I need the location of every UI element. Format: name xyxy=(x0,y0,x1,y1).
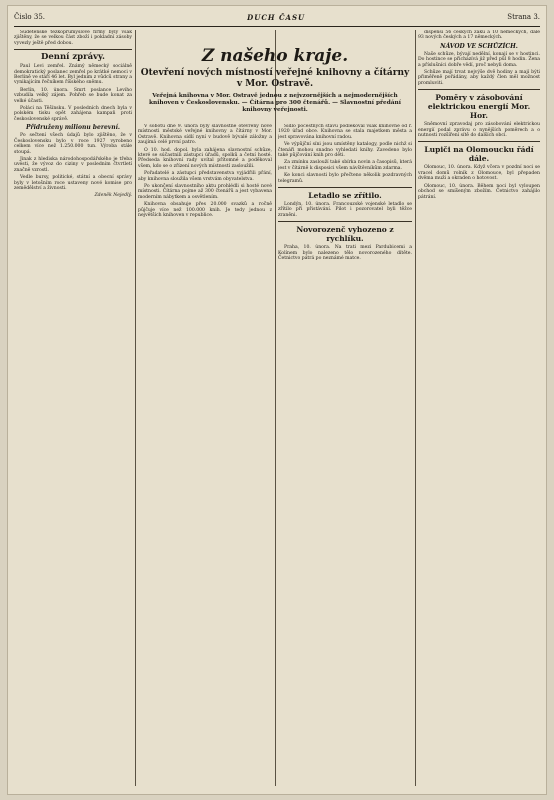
page-number: Strana 3. xyxy=(507,13,540,21)
column-rule xyxy=(275,30,276,786)
divider xyxy=(418,141,540,142)
paragraph: dispensi 56 českých žáků a 10 německých, dále 93 nových českých a 17 německých. xyxy=(418,30,540,41)
column-rule xyxy=(135,30,136,786)
paragraph: Olomouc, 10. února. Během noci byl vyloupen obchod se smíšeným zbožím. Četnictvo zahájilo pátrání. xyxy=(418,183,540,200)
paragraph: Londýn, 10. února. Francouzské vojenské letadlo se zřítilo při přistávání. Pilot i pozorovatel byli těžce zraněni. xyxy=(278,202,412,218)
paragraph: Poláci na Těšínsku. V posledních dnech byla v polském tisku opět zahájena kampaň proti československé správě. xyxy=(14,106,132,122)
paragraph: Praha, 10. února. Na trati mezi Pardubicemi a Kolínem bylo nalezeno tělo novorozeného dítěte. Četnictvo pátrá po neznámé matce. xyxy=(278,245,412,262)
masthead: DUCH ČASU xyxy=(247,12,306,22)
column-3 xyxy=(278,124,412,786)
section-title: NÁVOD VE SCHŮZÍCH. xyxy=(440,42,518,50)
paragraph: Naše schůze, bývají nedělní, konají se v hostinci. Do hostince se přicházívá již před půl 8 hodin. Žena a příslušníci dobře vědí, proč nebyli doma. xyxy=(418,51,540,68)
column-rule xyxy=(415,30,416,786)
paragraph: Sněmovní zpravodaj pro zásobování elektrickou energií podal zprávu o nynějších poměrech a o nutnosti rozšíření sítě do dalších obcí. xyxy=(418,122,540,139)
divider xyxy=(278,221,412,222)
paragraph: Jinak z hlediska národohospodářského je třeba uvésti, že vývoz do ciziny v posledním čtvrtletí značně vzrostl. xyxy=(14,156,132,173)
issue-number: Čislo 35. xyxy=(14,13,45,21)
paragraph: Knihovna obsahuje přes 20.000 svazků a ročně půjčuje více než 100.000 knih. Je tedy jednou z největších knihoven v republice. xyxy=(138,202,272,219)
paragraph: Po sečtení všech údajů bylo zjištěno, že v Československu bylo v roce 1927 vyrobeno celkem více než 1.250.000 tun. Výroba stále stoupá. xyxy=(14,133,132,155)
paragraph: Ke konci slavnosti bylo přečteno několik pozdravných telegramů. xyxy=(278,173,412,184)
lead-subheadline: Otevření nových místností veřejné knihovny a čítárny v Mor. Ostravě. xyxy=(140,68,410,89)
paragraph: Berlín, 10. února. Smrt poslance Leviho vzbudila velký zájem. Pohřeb se bude konat za velké účasti. xyxy=(14,87,132,104)
paragraph: Sídlo počestných stavů podlékoval však knihovně od r. 1920 úřad obce. Knihovna se stala majetkem města a jest spravována knihovní radou. xyxy=(278,124,412,140)
paragraph: Vedle bursy, politické, státní a obecní správy byly v letošním roce ustaveny nové komise pro zemědělství a živnosti. xyxy=(14,175,132,191)
paragraph: O 10. hod. dopol. byla zahájena slavnostní schůze, které se súčastnili zástupci úřadů, spolků a četní hosté. Předseda knihovní rady uvítal přítomné a poděkoval všem, kdo se o zřízení nových místností zasloužili. xyxy=(138,147,272,169)
lead-headline: Z našeho kraje. xyxy=(201,46,349,66)
section-title: Lupiči na Olomoucku řádí dále. xyxy=(424,145,534,164)
divider xyxy=(278,187,412,188)
newspaper-page xyxy=(8,6,546,794)
paragraph: Po ukončení slavnostního aktu prohlédli si hosté nové místnosti. Čítárna pojme až 300 čtenářů a jest vybavena moderním nábytkem a osvětlením. xyxy=(138,184,272,200)
paragraph: V sobotu dne 9. února byly slavnostně otevřeny nové místnosti městské veřejné knihovny a čítárny v Mor. Ostravě. Knihovna sídlí nyní v budově bývalé záložny a zaujímá celé první patro. xyxy=(138,124,272,146)
section-title: Denní zprávy. xyxy=(41,52,105,63)
column-2 xyxy=(138,124,272,786)
column-4 xyxy=(418,30,540,786)
paragraph: Olomouc, 10. února. Když včera v pozdní noci se vracel domů rolník z Olomouce, byl přepaden dvěma muži a okraden o hotovost. xyxy=(418,165,540,182)
column-1 xyxy=(14,30,132,786)
divider xyxy=(418,89,540,90)
paragraph: Pořadatelé a zástupci představenstva vyjádřili přání, aby knihovna sloužila všem vrstvám obyvatelstva. xyxy=(138,171,272,182)
page-header xyxy=(14,10,540,27)
paragraph: Paul Levi zemřel. Známý německý sociálně demokratický poslanec zemřel po krátké nemoci v Berlíně ve stáří 46 let. Byl jedním z vůdců strany a vynikajícím řečníkem říšského sněmu. xyxy=(14,64,132,86)
author-signature: Zdeněk Nejedlý. xyxy=(94,193,132,199)
section-title: Novorozenč vyhozeno z rychlíku. xyxy=(296,225,394,244)
divider xyxy=(14,49,132,50)
lead-deck: Veřejná knihovna v Mor. Ostravě jednou z nejvzornějších a nejmodernějších knihoven v Československu. — Čítárna pro 300 čtenářů. — Slavnostní předání knihovny veřejnosti. xyxy=(149,93,401,113)
paragraph: Schůze mají trvat nejvýše dvě hodiny a mají býti přiměřeně pořádány, aby každý člen měl možnost promluviti. xyxy=(418,70,540,86)
section-title: Letadlo se zřítilo. xyxy=(308,191,382,201)
section-title: Poměry v zásobování elektrickou energií Mor. Hor. xyxy=(427,93,531,121)
section-title: Přidruženy milionu berevní. xyxy=(25,124,121,132)
lead-headline-block xyxy=(138,46,412,117)
paragraph: Za zmínku zaslouží také sbírka novin a časopisů, která jest v čítárně k disposici všem návštěvníkům zdarma. xyxy=(278,160,412,171)
paragraph: Ve výpůjční síni jsou umístěny katalogy, podle nichž si čtenáři mohou snadno vyhledati knihy. Zavedeno bylo také půjčování knih pro děti. xyxy=(278,142,412,159)
paragraph: Sudetenské těžkoprůmyslové firmy byly však zjištěny, že se velkou část zboží i pokladní zásoby vyvezly ještě před dobou. xyxy=(14,30,132,46)
